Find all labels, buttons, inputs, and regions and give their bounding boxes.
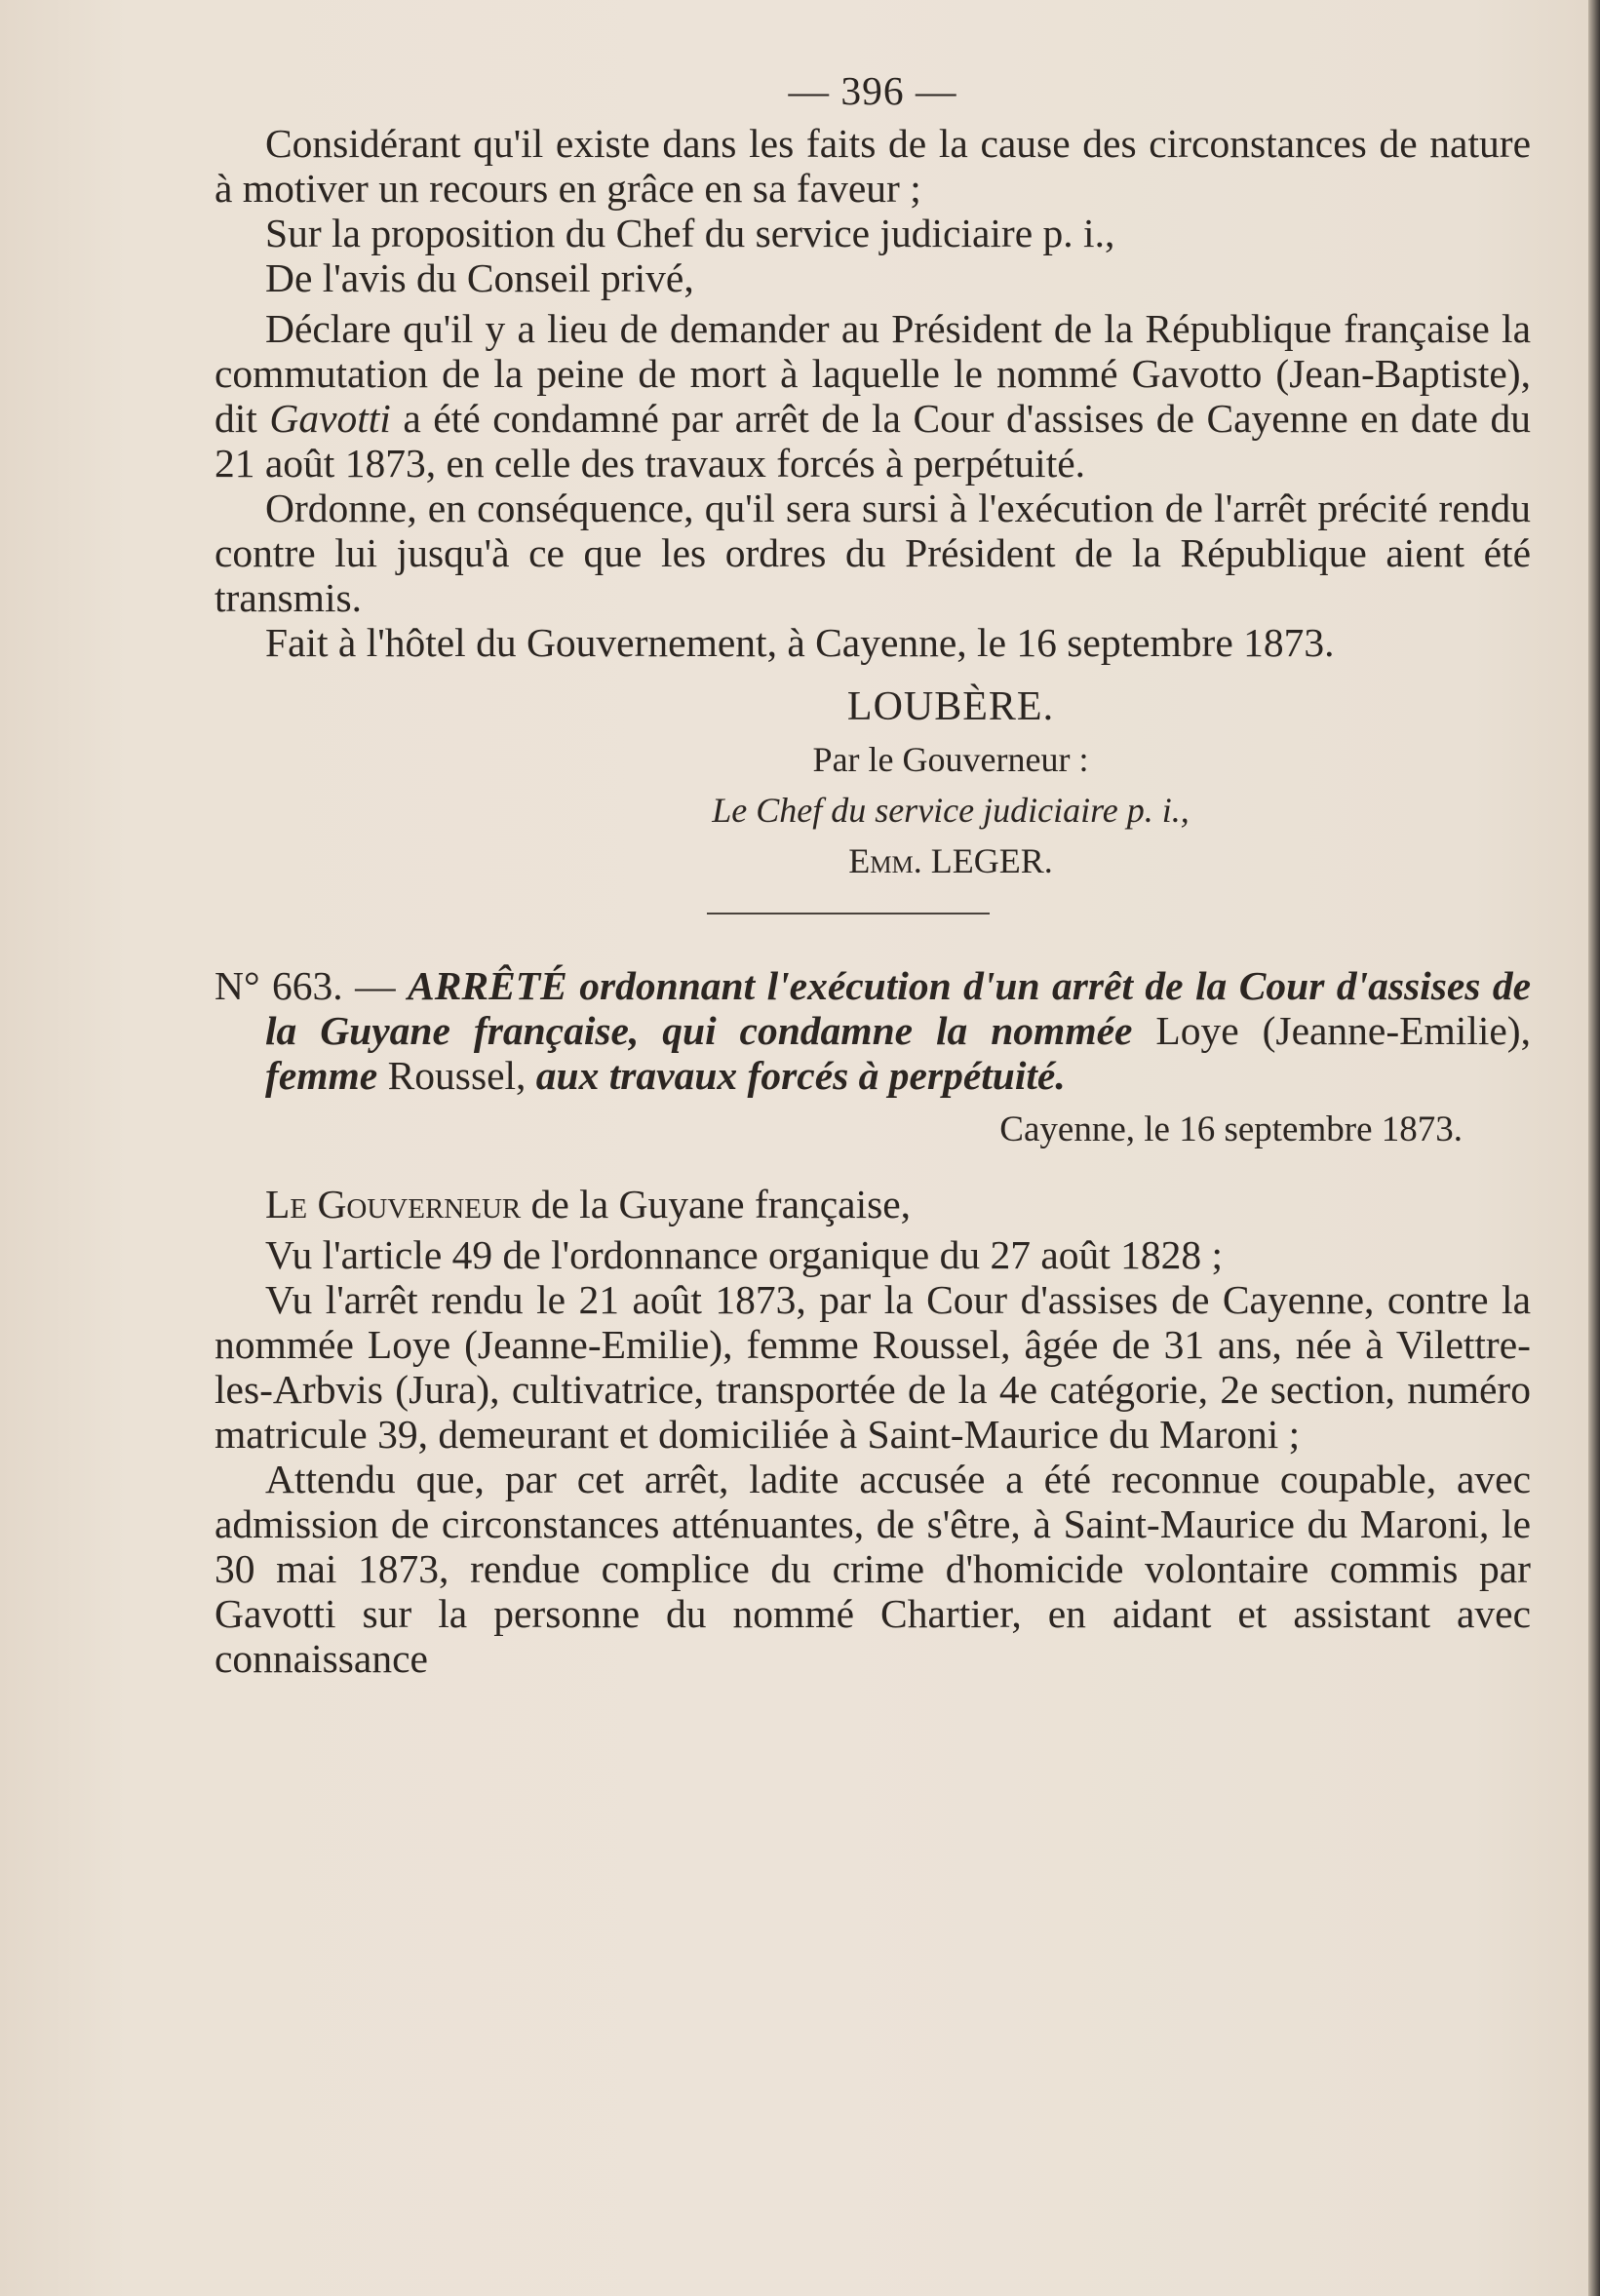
page-number: — 396 — <box>788 68 957 113</box>
signature-role: Le Chef du service judiciaire p. i., <box>712 791 1190 830</box>
name-gavotti: Gavotti <box>269 396 391 441</box>
paragraph-considerant: Considérant qu'il existe dans les faits de la cause des circonstances de nature à motiver un recours en grâce en sa faveur ; <box>215 121 1531 211</box>
paragraph-vu-article: Vu l'article 49 de l'ordonnance organique du 27 août 1828 ; <box>265 1232 1224 1277</box>
paragraph-vu-arret: Vu l'arrêt rendu le 21 août 1873, par la Cour d'assises de Cayenne, contre la nommée Loye (Jeanne-Emilie), femme Roussel, âgée de 31 ans, née à Vilettre-les-Arbvis (Jura), cultivatrice, transportée de la 4e catégorie, 2e section, numéro matricule 39, demeurant et domiciliée à Saint-Maurice du Maroni ; <box>215 1277 1531 1457</box>
arrete-heading: N° 663. — ARRÊTÉ ordonnant l'exécution d'un arrêt de la Cour d'assises de la Guyane française, qui condamne la nommée Loye (Jeanne-Emilie), femme Roussel, aux travaux forcés à perpétuité. <box>215 963 1532 1098</box>
paragraph-proposition: Sur la proposition du Chef du service judiciaire p. i., <box>265 211 1115 255</box>
arrete-dateline: Cayenne, le 16 septembre 1873. <box>999 1109 1463 1149</box>
section-divider <box>707 913 990 915</box>
paragraph-attendu: Attendu que, par cet arrêt, ladite accusée a été reconnue coupable, avec admission de circonstances atténuantes, de s'être, à Saint-Maurice du Maroni, le 30 mai 1873, rendue complice du crime d'homicide volontaire commis par Gavotti sur la personne du nommé Chartier, en aidant et assistant avec connaissance <box>215 1457 1531 1681</box>
signature-governor: LOUBÈRE. <box>846 684 1055 729</box>
signature-official: Emm. LEGER. <box>848 841 1053 880</box>
paragraph-ordonne: Ordonne, en conséquence, qu'il sera sursi à l'exécution de l'arrêt précité rendu contre lui jusqu'à ce que les ordres du Président de la République aient été transmis. <box>215 486 1531 620</box>
paragraph-le-gouverneur: Le Gouverneur de la Guyane française, <box>265 1182 912 1226</box>
paragraph-avis: De l'avis du Conseil privé, <box>265 255 694 300</box>
paragraph-declare: Déclare qu'il y a lieu de demander au Président de la République française la commutation de la peine de mort à laquelle le nommé Gavotto (Jean-Baptiste), dit Gavotti a été condamné par arrêt de la Cour d'assises de Cayenne en date du 21 août 1873, en celle des travaux forcés à perpétuité. <box>215 306 1532 486</box>
signature-par-le-gouverneur: Par le Gouverneur : <box>812 740 1089 779</box>
page-edge-shadow <box>1588 0 1600 2296</box>
paragraph-fait: Fait à l'hôtel du Gouvernement, à Cayenne, le 16 septembre 1873. <box>265 620 1335 665</box>
page-text <box>215 68 1531 1681</box>
